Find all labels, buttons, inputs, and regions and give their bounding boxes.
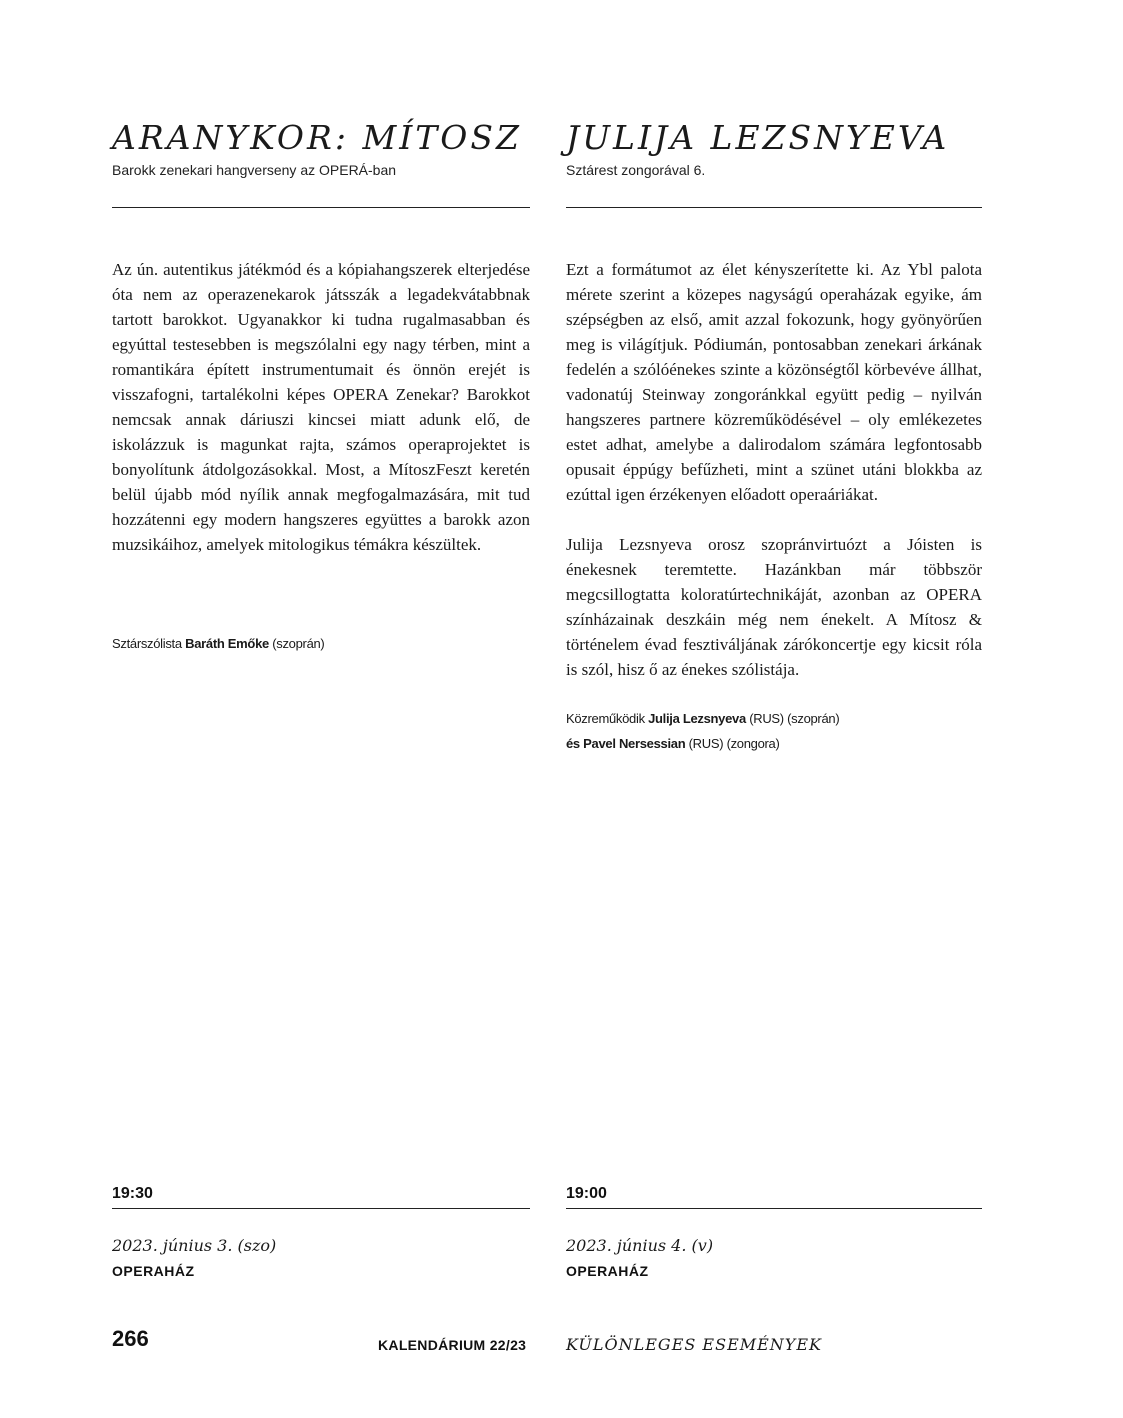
right-time-divider: [566, 1208, 982, 1209]
left-credit-name: Baráth Emőke: [185, 636, 269, 651]
left-header-divider: [112, 207, 530, 208]
right-credit-detail: (RUS) (szoprán): [749, 711, 840, 726]
right-event-credit: [566, 706, 839, 731]
right-event-date: 2023. június 4. (v): [566, 1236, 714, 1255]
right-event-subtitle: Sztárest zongorával 6.: [566, 162, 706, 178]
right-event-description: Ezt a formátumot az élet kényszerítette ki. Az Ybl palota mérete szerint a közepes nagyságú operaházak egyike, ám szépségben az első, amit azzal fokozunk, hogy gyönyörűen meg is világítjuk. Pódiumán, pontosabban zenekari árkának fedelén a szólóénekes szinte a közönségtől körbevéve állhat, vadonatúj Steinway zongoránkkal együtt pedig – nyilván hangszeres partnere közreműködésével – oly emlékezetes estet adhat, amelybe a dalirodalom számára legfontosabb opusait éppúgy befűzheti, mint a szünet utáni blokkba az ezúttal igen érzékenyen előadott operaáriákat.: [566, 260, 982, 504]
left-event-title: ARANYKOR: MÍTOSZ: [112, 118, 522, 157]
left-event-description: Az ún. autentikus játékmód és a kópiahangszerek elterjedése óta nem az operazenekarok játsszák a legadekvátabbnak tartott barokkot. Ugyanakkor ki tudna rugalmasabban és egyúttal testesebben is megszólalni egy nagy térben, mint a romantikára épített instrumentumait és önnön erejét is visszafogni, tartalékolni képes OPERA Zenekar? Barokkot nemcsak annak dáriuszi kincsei miatt adunk elő, de iskolázzuk is magunkat rajta, számos operaprojektet is bonyolítunk átdolgozásokkal. Most, a MítoszFeszt keretén belül újabb mód nyílik annak megfogalmazására, mit tud hozzátenni egy modern hangszeres együttes a barokk azon muzsikáihoz, amelyek mitologikus témákra készültek.: [112, 260, 530, 554]
right-credit-name: Julija Lezsnyeva: [648, 711, 746, 726]
right-event-time: 19:00: [566, 1185, 607, 1202]
right-header-divider: [566, 207, 982, 208]
right-event-description-2: Julija Lezsnyeva orosz szopránvirtuózt a Jóisten is énekesnek teremtette. Hazánkban már többször megcsillogtatta koloratúrtechnikáját, azonban az OPERA színházainak deszkáin még nem énekelt. A Mítosz & történelem évad fesztiváljának zárókoncertje egy kicsit róla is szól, hisz ő az énekes szólistája.: [566, 535, 982, 679]
left-event-date: 2023. június 3. (szo): [112, 1236, 277, 1255]
left-event-time: 19:30: [112, 1185, 153, 1202]
footer-section-label: KÜLÖNLEGES ESEMÉNYEK: [566, 1335, 822, 1354]
left-event-venue: OPERAHÁZ: [112, 1263, 195, 1279]
page-number: 266: [112, 1326, 149, 1351]
right-event-venue: OPERAHÁZ: [566, 1263, 649, 1279]
left-event-subtitle: Barokk zenekari hangverseny az OPERÁ-ban: [112, 162, 397, 178]
left-credit-detail: (szoprán): [272, 636, 325, 651]
left-time-divider: [112, 1208, 530, 1209]
right-credit-role: Közreműködik: [566, 711, 645, 726]
right-credit2-name: és Pavel Nersessian: [566, 736, 686, 751]
right-event-credit-2: [566, 731, 780, 756]
left-event-credit: [112, 631, 324, 656]
right-credit2-detail: (RUS) (zongora): [688, 736, 780, 751]
right-event-title: JULIJA LEZSNYEVA: [566, 118, 950, 157]
left-credit-role: Sztárszólista: [112, 636, 182, 651]
footer-calendar-label: KALENDÁRIUM 22/23: [378, 1337, 527, 1353]
